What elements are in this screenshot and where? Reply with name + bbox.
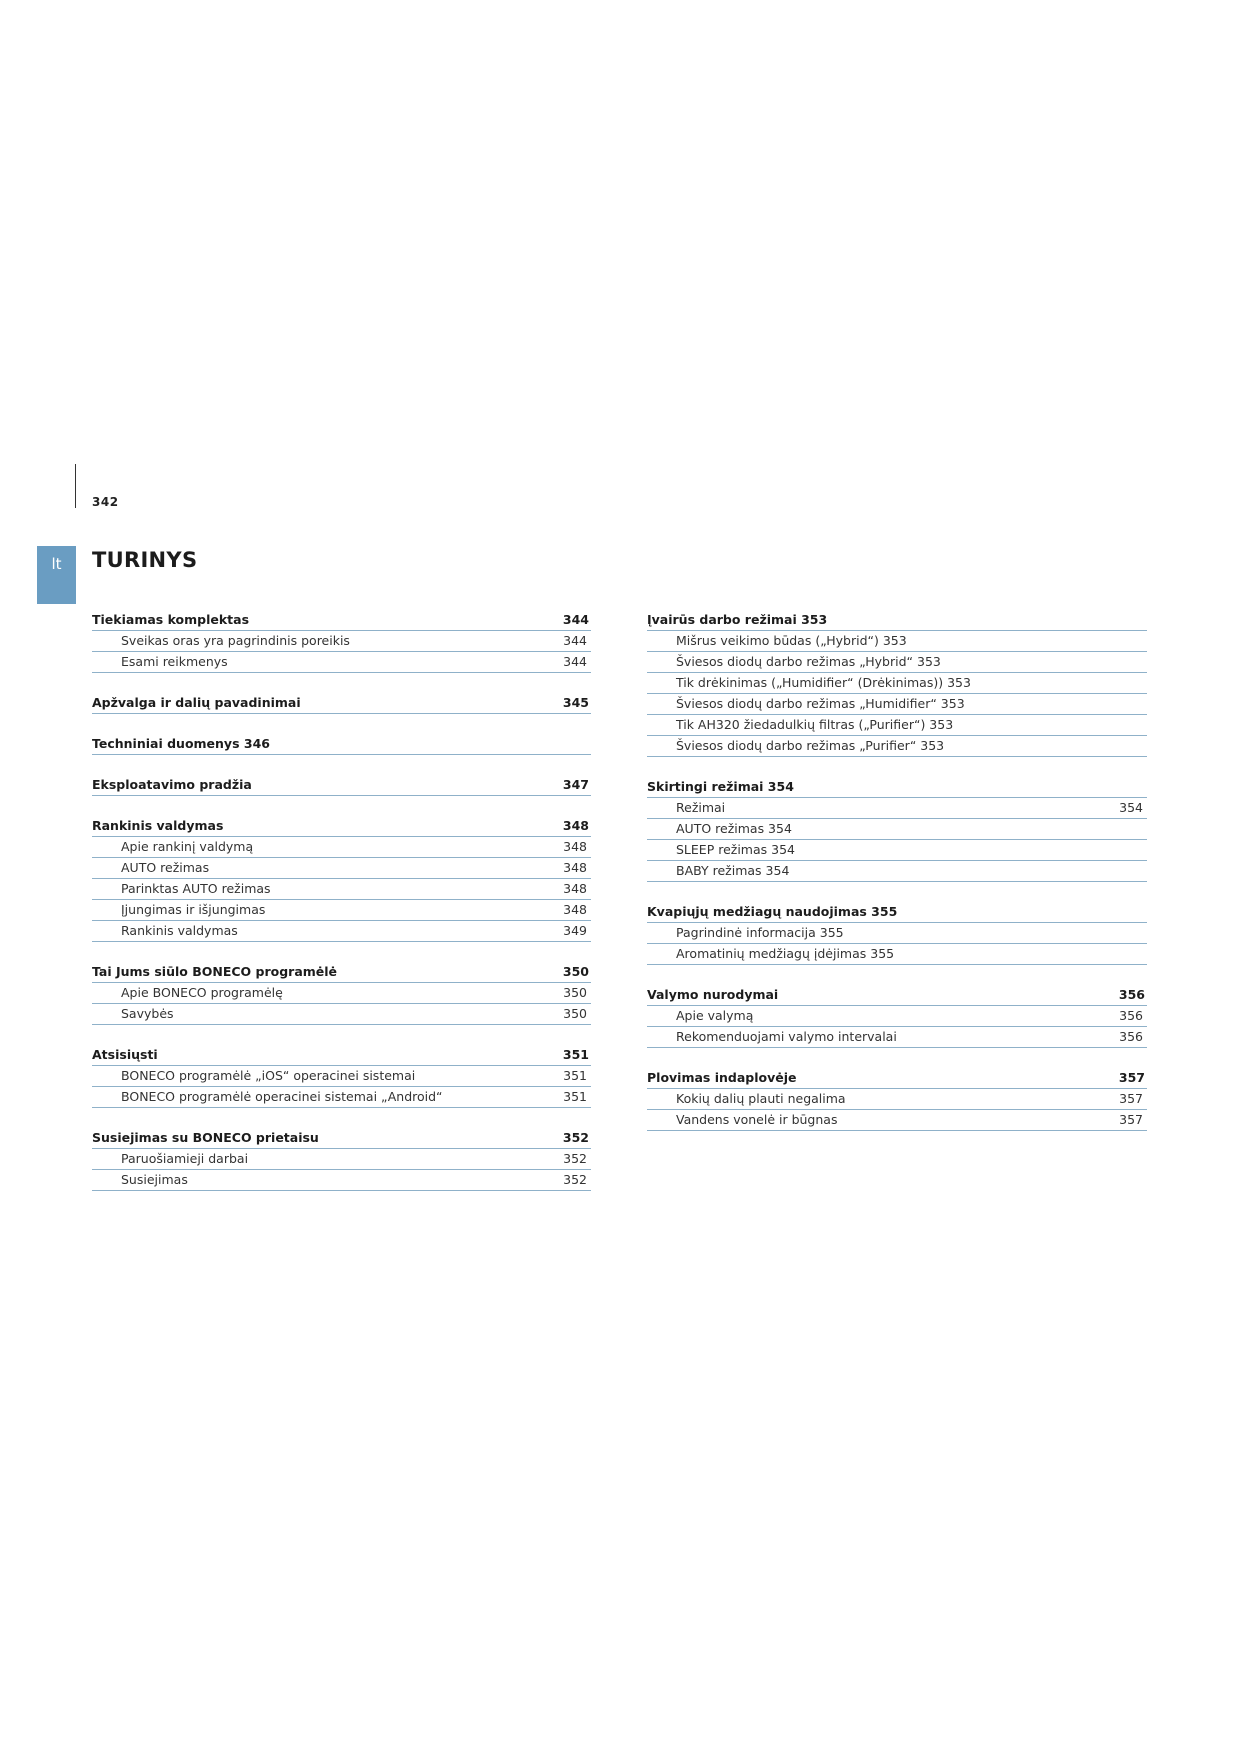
toc-entry-label: Tik drėkinimas („Humidifier“ (Drėkinimas)) 353 [676, 675, 971, 690]
toc-entry-label: Rankinis valdymas [121, 923, 238, 938]
toc-heading-label: Apžvalga ir dalių pavadinimai [92, 695, 301, 710]
toc-entry-label: Įjungimas ir išjungimas [121, 902, 266, 917]
toc-section [647, 985, 1147, 1048]
toc-heading-page: 348 [562, 818, 589, 833]
toc-heading-page: 350 [562, 964, 589, 979]
toc-entry[interactable] [647, 1110, 1147, 1131]
page-number: 342 [92, 495, 119, 509]
toc-entry-label: Pagrindinė informacija 355 [676, 925, 844, 940]
toc-entry[interactable] [92, 837, 591, 858]
toc-entry-label: Apie rankinį valdymą [121, 839, 254, 854]
toc-entry-label: BONECO programėlė operacinei sistemai „Android“ [121, 1089, 443, 1104]
toc-section [647, 1068, 1147, 1131]
toc-entry-label: BABY režimas 354 [676, 863, 790, 878]
toc-heading-label: Įvairūs darbo režimai 353 [647, 612, 828, 627]
toc-entry[interactable] [92, 1149, 591, 1170]
toc-entry-label: Susiejimas [121, 1172, 188, 1187]
toc-section [647, 777, 1147, 882]
toc-entry-label: Savybės [121, 1006, 174, 1021]
toc-entry[interactable] [647, 715, 1147, 736]
toc-section-heading[interactable] [92, 734, 591, 755]
toc-section [92, 693, 591, 714]
toc-entry-label: SLEEP režimas 354 [676, 842, 795, 857]
toc-entry[interactable] [647, 652, 1147, 673]
toc-entry-label: Sveikas oras yra pagrindinis poreikis [121, 633, 350, 648]
toc-heading-page: 344 [562, 612, 589, 627]
toc-entry[interactable] [647, 923, 1147, 944]
toc-entry-page: 351 [563, 1089, 587, 1104]
toc-entry-label: AUTO režimas 354 [676, 821, 792, 836]
toc-entry-label: Apie BONECO programėlę [121, 985, 283, 1000]
toc-entry-label: Vandens vonelė ir būgnas [676, 1112, 838, 1127]
toc-entry-page: 348 [563, 860, 587, 875]
toc-entry-label: Paruošiamieji darbai [121, 1151, 249, 1166]
toc-heading-page: 352 [562, 1130, 589, 1145]
toc-entry-page: 349 [563, 923, 587, 938]
toc-entry[interactable] [647, 673, 1147, 694]
toc-section-heading[interactable] [92, 610, 591, 631]
toc-entry-page: 350 [563, 985, 587, 1000]
toc-heading-label: Techniniai duomenys 346 [92, 736, 270, 751]
toc-section [92, 775, 591, 796]
toc-heading-label: Skirtingi režimai 354 [647, 779, 794, 794]
toc-heading-label: Tai Jums siūlo BONECO programėlė [92, 964, 338, 979]
toc-section-heading[interactable] [647, 1068, 1147, 1089]
toc-heading-page: 345 [562, 695, 589, 710]
toc-entry[interactable] [647, 944, 1147, 965]
toc-entry[interactable] [647, 861, 1147, 882]
toc-heading-label: Atsisiųsti [92, 1047, 158, 1062]
toc-entry[interactable] [647, 1006, 1147, 1027]
toc-entry-page: 357 [1119, 1112, 1143, 1127]
toc-entry[interactable] [92, 1087, 591, 1108]
toc-entry-label: Aromatinių medžiagų įdėjimas 355 [676, 946, 895, 961]
toc-heading-label: Rankinis valdymas [92, 818, 224, 833]
toc-section-heading[interactable] [647, 777, 1147, 798]
toc-heading-label: Susiejimas su BONECO prietaisu [92, 1130, 319, 1145]
toc-entry[interactable] [647, 1027, 1147, 1048]
toc-heading-label: Eksploatavimo pradžia [92, 777, 252, 792]
toc-heading-page: 357 [1118, 1070, 1145, 1085]
toc-entry-page: 352 [563, 1172, 587, 1187]
toc-section [647, 902, 1147, 965]
toc-section [92, 1045, 591, 1108]
toc-section [647, 610, 1147, 757]
toc-heading-label: Kvapiųjų medžiagų naudojimas 355 [647, 904, 898, 919]
page-marker-line [75, 464, 76, 508]
toc-entry-label: Šviesos diodų darbo režimas „Hybrid“ 353 [676, 654, 941, 669]
language-tab[interactable]: lt [37, 546, 76, 604]
toc-entry[interactable] [92, 1170, 591, 1191]
toc-entry-label: Parinktas AUTO režimas [121, 881, 271, 896]
toc-entry-label: AUTO režimas [121, 860, 210, 875]
toc-entry-label: Tik AH320 žiedadulkių filtras („Purifier“) 353 [676, 717, 954, 732]
toc-heading-label: Tiekiamas komplektas [92, 612, 250, 627]
toc-entry[interactable] [92, 921, 591, 942]
toc-heading-label: Valymo nurodymai [647, 987, 779, 1002]
toc-entry-page: 348 [563, 902, 587, 917]
toc-heading-page: 347 [562, 777, 589, 792]
toc-section-heading[interactable] [92, 1045, 591, 1066]
toc-left-column [92, 610, 591, 1211]
toc-section [92, 816, 591, 942]
toc-section [92, 610, 591, 673]
toc-section-heading[interactable] [92, 775, 591, 796]
toc-entry[interactable] [92, 900, 591, 921]
toc-entry-label: Mišrus veikimo būdas („Hybrid“) 353 [676, 633, 907, 648]
toc-entry-page: 348 [563, 881, 587, 896]
toc-section-heading[interactable] [92, 816, 591, 837]
toc-heading-page: 351 [562, 1047, 589, 1062]
toc-entry-page: 344 [563, 654, 587, 669]
page-title: TURINYS [92, 548, 198, 572]
toc-entry[interactable] [92, 652, 591, 673]
toc-entry-label: Esami reikmenys [121, 654, 228, 669]
toc-entry-label: Šviesos diodų darbo režimas „Humidifier“ 353 [676, 696, 965, 711]
toc-section-heading[interactable] [92, 962, 591, 983]
toc-entry-label: Kokių dalių plauti negalima [676, 1091, 846, 1106]
toc-section-heading[interactable] [647, 985, 1147, 1006]
toc-entry[interactable] [647, 694, 1147, 715]
toc-entry-page: 344 [563, 633, 587, 648]
toc-entry[interactable] [92, 631, 591, 652]
toc-entry-page: 348 [563, 839, 587, 854]
toc-entry[interactable] [92, 858, 591, 879]
toc-entry[interactable] [647, 1089, 1147, 1110]
toc-entry[interactable] [92, 1004, 591, 1025]
toc-section-heading[interactable] [92, 693, 591, 714]
toc-entry-label: BONECO programėlė „iOS“ operacinei sistemai [121, 1068, 416, 1083]
toc-entry[interactable] [92, 879, 591, 900]
toc-entry-page: 350 [563, 1006, 587, 1021]
toc-entry-page: 352 [563, 1151, 587, 1166]
toc-heading-label: Plovimas indaplovėje [647, 1070, 797, 1085]
toc-entry-page: 356 [1119, 1029, 1143, 1044]
toc-entry-label: Režimai [676, 800, 726, 815]
toc-entry[interactable] [647, 798, 1147, 819]
toc-section [92, 734, 591, 755]
toc-right-column [647, 610, 1147, 1151]
toc-entry-page: 357 [1119, 1091, 1143, 1106]
toc-entry[interactable] [647, 819, 1147, 840]
toc-entry-label: Rekomenduojami valymo intervalai [676, 1029, 897, 1044]
toc-entry[interactable] [92, 983, 591, 1004]
toc-entry[interactable] [647, 736, 1147, 757]
toc-entry-page: 354 [1119, 800, 1143, 815]
toc-section-heading[interactable] [647, 902, 1147, 923]
toc-section-heading[interactable] [647, 610, 1147, 631]
toc-entry[interactable] [647, 631, 1147, 652]
toc-entry-page: 356 [1119, 1008, 1143, 1023]
toc-entry[interactable] [92, 1066, 591, 1087]
toc-section [92, 1128, 591, 1191]
toc-entry-label: Apie valymą [676, 1008, 754, 1023]
toc-section [92, 962, 591, 1025]
toc-heading-page: 356 [1118, 987, 1145, 1002]
toc-entry-page: 351 [563, 1068, 587, 1083]
toc-entry[interactable] [647, 840, 1147, 861]
toc-section-heading[interactable] [92, 1128, 591, 1149]
toc-entry-label: Šviesos diodų darbo režimas „Purifier“ 353 [676, 738, 945, 753]
